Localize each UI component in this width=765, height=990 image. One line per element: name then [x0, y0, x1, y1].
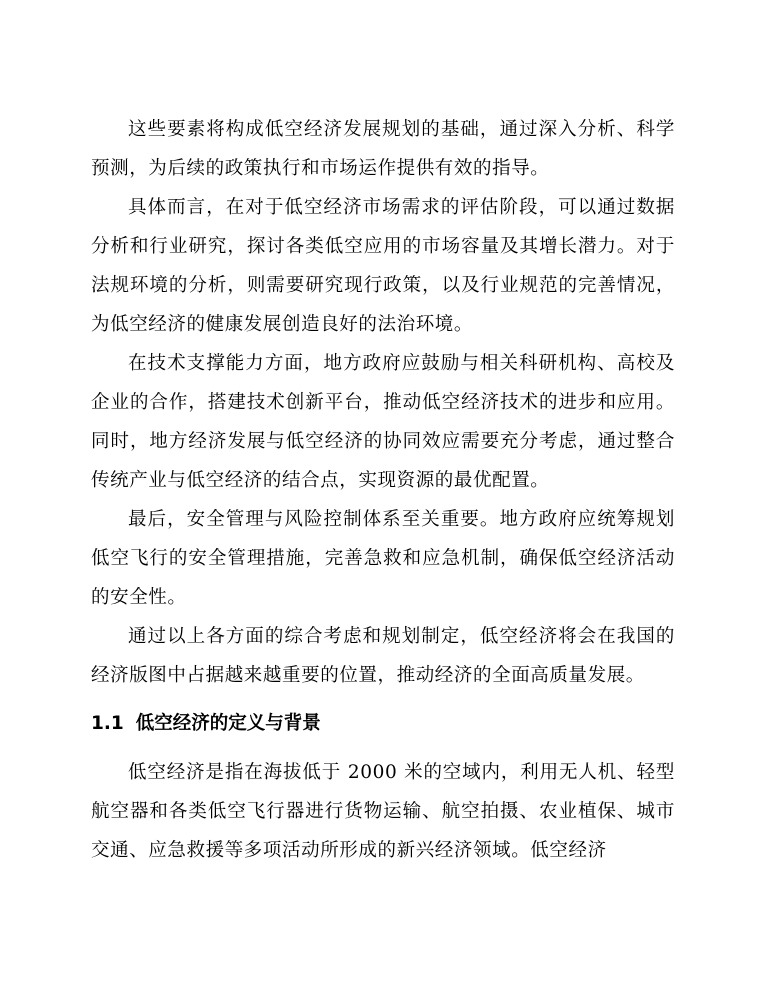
section-title: 低空经济的定义与背景: [135, 713, 321, 734]
paragraph: 低空经济是指在海拔低于 2000 米的空域内，利用无人机、轻型航空器和各类低空飞行器进行货物运输、航空拍摄、农业植保、城市交通、应急救援等多项活动所形成的新兴经济领域。低空经济: [91, 762, 675, 861]
paragraph: 最后，安全管理与风险控制体系至关重要。地方政府应统筹规划低空飞行的安全管理措施，完善急救和应急机制，确保低空经济活动的安全性。: [91, 509, 675, 608]
paragraph: 具体而言，在对于低空经济市场需求的评估阶段，可以通过数据分析和行业研究，探讨各类低空应用的市场容量及其增长潜力。对于法规环境的分析，则需要研究现行政策，以及行业规范的完善情况，为低空经济的健康发展创造良好的法治环境。: [91, 197, 675, 335]
paragraph: 通过以上各方面的综合考虑和规划制定，低空经济将会在我国的经济版图中占据越来越重要的位置，推动经济的全面高质量发展。: [91, 626, 675, 686]
section-heading: [91, 709, 675, 739]
section-number: 1.1: [91, 713, 124, 734]
document-body: [91, 110, 675, 870]
paragraph: 这些要素将构成低空经济发展规划的基础，通过深入分析、科学预测，为后续的政策执行和市场运作提供有效的指导。: [91, 119, 675, 179]
paragraph: 在技术支撑能力方面，地方政府应鼓励与相关科研机构、高校及企业的合作，搭建技术创新平台，推动低空经济技术的进步和应用。同时，地方经济发展与低空经济的协同效应需要充分考虑，通过整合传统产业与低空经济的结合点，实现资源的最优配置。: [91, 353, 675, 491]
